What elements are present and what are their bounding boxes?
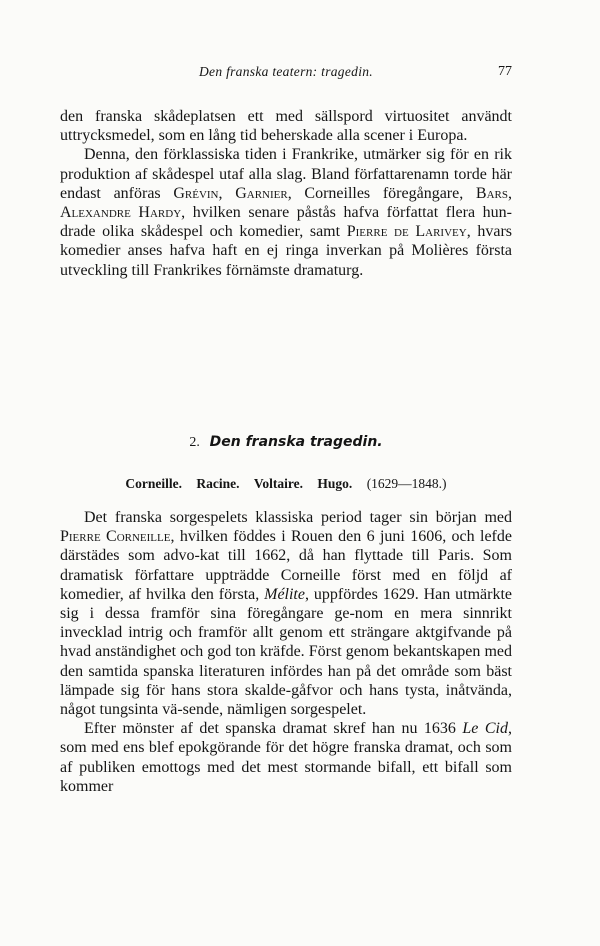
author-name: Pierre Corneille [60, 528, 171, 546]
subheading-years: (1629—1848.) [366, 476, 447, 491]
work-title: Mélite [264, 585, 305, 603]
section-subheading [60, 476, 512, 492]
subheading-author: Voltaire. [253, 476, 304, 491]
text-block-bottom [60, 508, 512, 796]
subheading-author: Racine. [196, 476, 240, 491]
work-title: Le Cid [462, 720, 508, 738]
author-name: Grévin [173, 184, 219, 202]
section-heading [60, 434, 512, 451]
paragraph-continuation: den franska skådeplatsen ett med sällspord virtuositet användt uttrycksmedel, som en lång tid beherskade alla scener i Europa. [60, 108, 512, 145]
paragraph-corneille: Det franska sorgespelets klassiska period tager sin början med Pierre Corneille, hvilken föddes i Rouen den 6 juni 1606, och lefde därstädes som advo-kat till 1662, då han flyttade till Paris. Som dramatisk författare uppträdde Corneille först med en följd af komedier, af hvilka den första, Mélite, uppfördes 1629. Han utmärkte sig i dessa framför sina föregångare ge-nom en mera sinnrikt invecklad intrig och framför allt genom ett strängare aktgifvande på hvad anständighet och god ton kräfde. Först genom bekantskapen med den samtida spanska literaturen infördes han på det område som bäst lämpade sig för hans stora skalde-gåfvor och hans tysta, inåtvända, något tungsinta vä-sende, nämligen sorgespelet. [60, 509, 512, 719]
author-name: Bars [475, 184, 508, 202]
running-head [60, 64, 512, 86]
author-name: Alexandre Hardy [60, 204, 182, 222]
author-name: Pierre de Larivey [346, 223, 467, 241]
section-number: 2. [189, 435, 200, 450]
author-name: Garnier [235, 184, 288, 202]
text-block-top [60, 107, 512, 280]
subheading-author: Hugo. [317, 476, 353, 491]
running-title: Den franska teatern: tragedin. [199, 64, 373, 79]
subheading-author: Corneille. [125, 476, 183, 491]
paragraph-le-cid: Efter mönster af det spanska dramat skref han nu 1636 Le Cid, som med ens blef epokgörande för det högre franska dramat, och som af publiken emottogs med det mest stormande bifall, ett bifall som kommer [60, 720, 512, 795]
paragraph-preclassical: Denna, den förklassiska tiden i Frankrike, utmärker sig för en rik produktion af skådespel utaf alla slag. Bland författarenamn torde här endast anföras Grévin, Garnier, Corneilles föregångare, Bars, Alexandre Hardy, hvilken senare påstås hafva författat flera hun-drade olika skådespel och komedier, samt Pierre de Larivey, hvars komedier anses hafva haft en ej ringa inverkan på Molières första utveckling till Frankrikes förnämste dramaturg. [60, 146, 513, 279]
page-number: 77 [498, 64, 512, 79]
section-title: Den franska tragedin. [209, 434, 383, 450]
